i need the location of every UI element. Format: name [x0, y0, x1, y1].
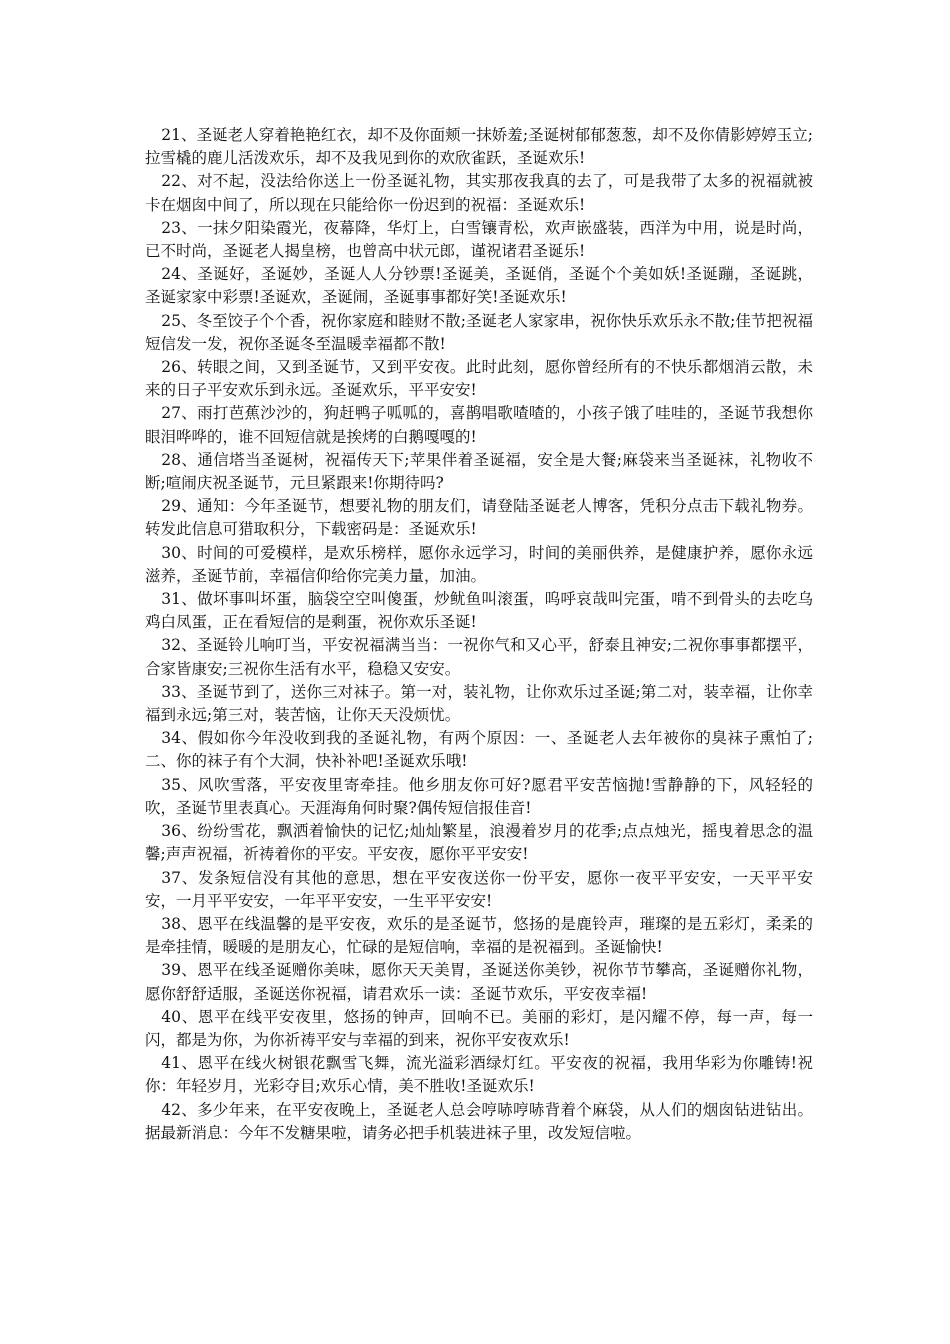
paragraph-32: 32、圣诞铃儿响叮当，平安祝福满当当：一祝你气和又心平，舒泰且神安;二祝你事事都摆平，合家皆康安;三祝你生活有水平，稳稳又安安。 [145, 636, 813, 678]
paragraph-21: 21、圣诞老人穿着艳艳红衣，却不及你面颊一抹娇羞;圣诞树郁郁葱葱，却不及你倩影婷婷玉立;拉雪橇的鹿儿活泼欢乐，却不及我见到你的欢欣雀跃，圣诞欢乐! [145, 126, 813, 168]
paragraph-29: 29、通知：今年圣诞节，想要礼物的朋友们，请登陆圣诞老人博客，凭积分点击下载礼物券。转发此信息可猎取积分，下载密码是：圣诞欢乐! [145, 497, 813, 539]
paragraph-38: 38、恩平在线温馨的是平安夜，欢乐的是圣诞节，悠扬的是鹿铃声，璀璨的是五彩灯，柔柔的是牵挂情，暖暖的是朋友心，忙碌的是短信响，幸福的是祝福到。圣诞愉快! [145, 914, 813, 957]
paragraph-31: 31、做坏事叫坏蛋，脑袋空空叫傻蛋，炒鱿鱼叫滚蛋，呜呼哀哉叫完蛋，啃不到骨头的去吃乌鸡白凤蛋，正在看短信的是剩蛋，祝你欢乐圣诞! [145, 590, 813, 632]
paragraph-39: 39、恩平在线圣诞赠你美味，愿你天天美胃，圣诞送你美钞，祝你节节攀高，圣诞赠你礼物，愿你舒舒适服，圣诞送你祝福，请君欢乐一读：圣诞节欢乐，平安夜幸福! [145, 961, 813, 1003]
paragraph-35: 35、风吹雪落，平安夜里寄牵挂。他乡朋友你可好?愿君平安苦恼抛!雪静静的下，风轻轻的吹，圣诞节里表真心。天涯海角何时聚?偶传短信报佳音! [145, 775, 813, 817]
paragraph-33: 33、圣诞节到了，送你三对袜子。第一对，装礼物，让你欢乐过圣诞;第二对，装幸福，让你幸福到永远;第三对，装苦恼，让你天天没烦忧。 [145, 682, 813, 725]
paragraph-40: 40、恩平在线平安夜里，悠扬的钟声，回响不已。美丽的彩灯，是闪耀不停，每一声，每一闪，都是为你，为你祈祷平安与幸福的到来，祝你平安夜欢乐! [145, 1007, 813, 1049]
paragraph-30: 30、时间的可爱模样，是欢乐榜样，愿你永远学习，时间的美丽供养，是健康护养，愿你永远滋养，圣诞节前，幸福信仰给你完美力量，加油。 [145, 543, 813, 585]
paragraph-37: 37、发条短信没有其他的意思，想在平安夜送你一份平安，愿你一夜平平安安，一天平平安安，一月平平安安，一年平平安安，一生平平安安! [145, 868, 813, 910]
paragraph-22: 22、对不起，没法给你送上一份圣诞礼物，其实那夜我真的去了，可是我带了太多的祝福就被卡在烟囱中间了，所以现在只能给你一份迟到的祝福：圣诞欢乐! [145, 172, 813, 214]
paragraph-28: 28、通信塔当圣诞树，祝福传天下;苹果伴着圣诞福，安全是大餐;麻袋来当圣诞袜，礼物收不断;喧闹庆祝圣诞节，元旦紧跟来!你期待吗? [145, 450, 813, 493]
paragraph-41: 41、恩平在线火树银花飘雪飞舞，流光溢彩酒绿灯红。平安夜的祝福，我用华彩为你雕铸!祝你：年轻岁月，光彩夺目;欢乐心情，美不胜收!圣诞欢乐! [145, 1054, 813, 1096]
paragraph-23: 23、一抹夕阳染霞光，夜幕降，华灯上，白雪镶青松，欢声嵌盛装，西洋为中用，说是时尚，已不时尚，圣诞老人揭皇榜，也曾高中状元郎，谨祝诸君圣诞乐! [145, 218, 813, 261]
paragraph-26: 26、转眼之间，又到圣诞节，又到平安夜。此时此刻，愿你曾经所有的不快乐都烟消云散，未来的日子平安欢乐到永远。圣诞欢乐，平平安安! [145, 358, 813, 400]
paragraph-42: 42、多少年来，在平安夜晚上，圣诞老人总会哼哧哼哧背着个麻袋，从人们的烟囱钻进钻出。据最新消息：今年不发糖果啦，请务必把手机装进袜子里，改发短信啦。 [145, 1100, 813, 1142]
paragraph-27: 27、雨打芭蕉沙沙的，狗赶鸭子呱呱的，喜鹊唱歌喳喳的，小孩子饿了哇哇的，圣诞节我想你眼泪哗哗的，谁不回短信就是挨烤的白鹅嘎嘎的! [145, 404, 813, 446]
paragraph-36: 36、纷纷雪花，飘洒着愉快的记忆;灿灿繁星，浪漫着岁月的花季;点点烛光，摇曳着思念的温馨;声声祝福，祈祷着你的平安。平安夜，愿你平平安安! [145, 822, 813, 864]
paragraph-24: 24、圣诞好，圣诞妙，圣诞人人分钞票!圣诞美，圣诞俏，圣诞个个美如妖!圣诞蹦，圣诞跳，圣诞家家中彩票!圣诞欢，圣诞闹，圣诞事事都好笑!圣诞欢乐! [145, 265, 813, 307]
paragraph-34: 34、假如你今年没收到我的圣诞礼物，有两个原因：一、圣诞老人去年被你的臭袜子熏怕了;二、你的袜子有个大洞，快补补吧!圣诞欢乐哦! [145, 729, 813, 771]
document-body [145, 124, 813, 1145]
paragraph-25: 25、冬至饺子个个香，祝你家庭和睦财不散;圣诞老人家家串，祝你快乐欢乐永不散;佳节把祝福短信发一发，祝你圣诞冬至温暖幸福都不散! [145, 311, 813, 353]
